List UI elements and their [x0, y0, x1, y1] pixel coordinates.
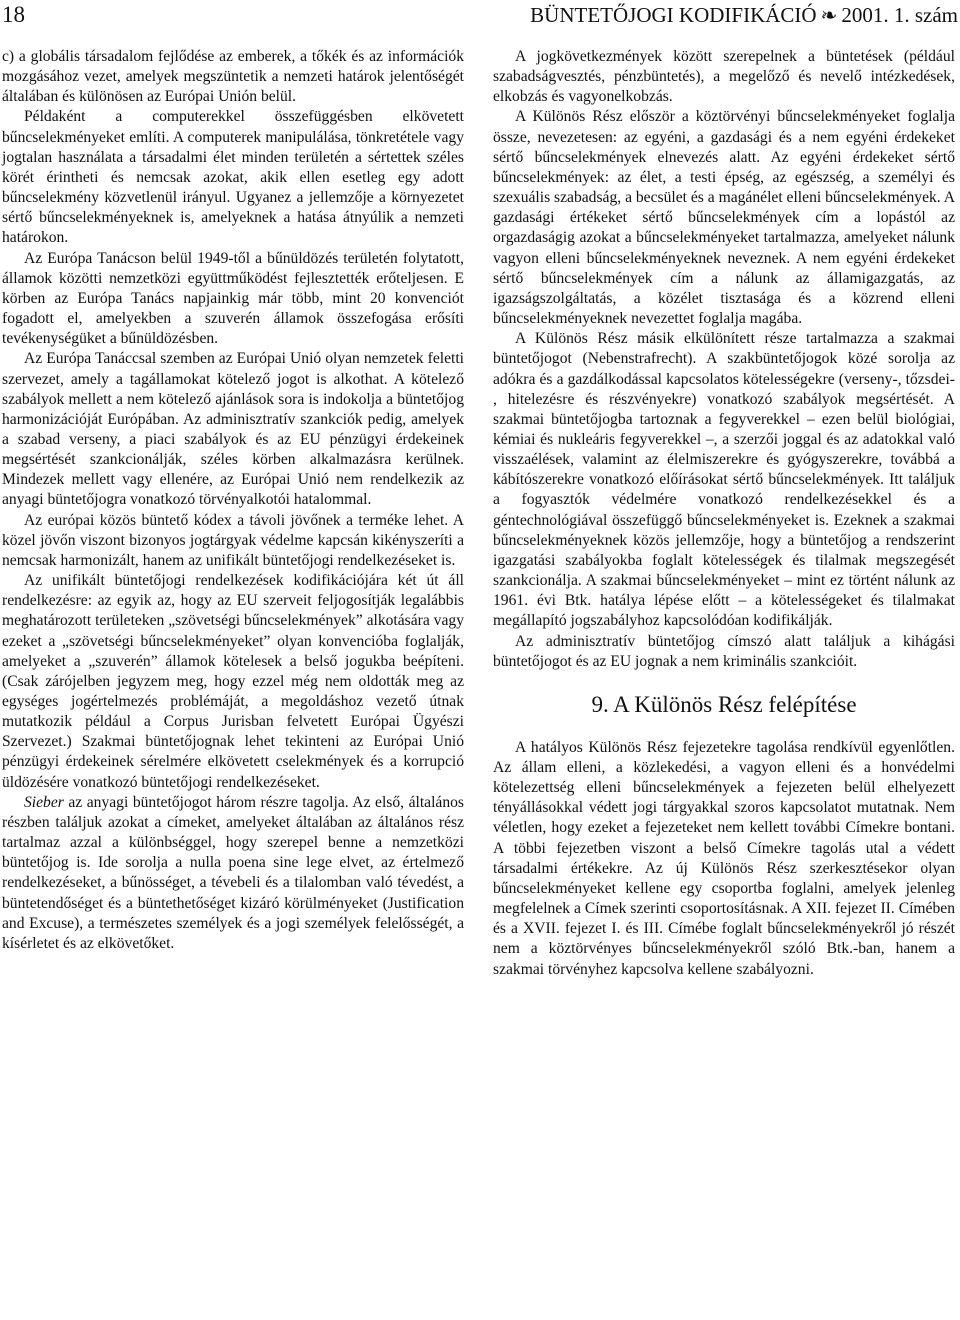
paragraph: A jogkövetkezmények között szerepelnek a büntetések (például szabadságvesztés, pénzbüntetés), a megelőző és nevelő intézkedések, elkobzás és vagyonelkobzás.: [493, 48, 955, 106]
paragraph: Az Európa Tanáccsal szemben az Európai Unió olyan nemzetek feletti szervezet, amely a tagállamokat kötelező jogot is alkothat. A kötelező szabályok mellett a nem kötelező ajánlások sora is indokolja a büntetőjog harmonizációját Európában. Az adminisztratív szankciók pedig, amelyek a szabad verseny, a piaci szabályok és az EU pénzügyi érdekeinek megsértését szankcionálják, széles körben alkalmazásra kerülnek. Mindezek mellett vagy ellenére, az Európai Unió nem rendelkezik az anyagi büntetőjogra vonatkozó törvényalkotói hatalommal.: [2, 350, 464, 509]
paragraph: A Különös Rész másik elkülönített része tartalmazza a szakmai büntetőjogot (Nebenstrafrecht). A szakbüntetőjogok közé sorolja az adókra és a gazdálkodással kapcsolatos kötelességekre (verseny-, tőzsdei- , hitelezésre és részvényekre) vonatkozó szabályok megsértését. A szakmai büntetőjogba tartoznak a fegyverekkel – ezen belül biológiai, kémiai és nukleáris fegyverekkel –, a szerzői joggal és az adatokkal való visszaélések, valamint az élelmiszerekre és gyógyszerekre, továbbá a kábítószerekre vonatkozó előírásokat sértő bűncselekmények. Itt találjuk a fogyasztók védelmére vonatkozó rendelkezésekkel és a géntechnológiával összefüggő bűncselekményeket is. Ezeknek a szakmai bűncselekményeknek közös jellemzője, hogy a büntetőjog a rendszerint igazgatási szabályokba foglalt kötelességek és tilalmak megszegését szankcionálja. A szakmai bűncselekményeket – mint ez történt nálunk az 1961. évi Btk. hatálya lépése előtt – a kötelességeket és tilalmakat megállapító jogszabályhoz kapcsolódóan kodifikálják.: [493, 330, 955, 630]
paragraph: c) a globális társadalom fejlődése az emberek, a tőkék és az információk mozgásához vezet, amelyek megszüntetik a nemzeti határok jelentőségét általában és különösen az Európai Unión belül.: [2, 48, 464, 106]
page-number: 18: [2, 2, 25, 27]
paragraph-text: az anyagi büntetőjogot három részre tagolja. Az első, általános részben találjuk azokat a címeket, amelyeket általában az általános rész tartalmaz azzal a különbséggel, hogy szerepel benne a nemzetközi büntetőjog is. Ide sorolja a nulla poena sine lege elvet, az értelmező rendelkezéseket, a bűnösséget, a tévebeli és a tilalomban való tévedést, a büntetendőséget és a büntethetőséget kizáró körülményeket (Justification and Excuse), a természetes személyek és a jogi személyek felelősségét, a kísérletet és az elkövetőket.: [2, 793, 464, 952]
journal-title: BÜNTETŐJOGI KODIFIKÁCIÓ: [530, 3, 817, 27]
paragraph: A hatályos Különös Rész fejezetekre tagolása rendkívül egyenlőtlen. Az állam elleni, a közlekedési, a vagyon elleni és a honvédelmi kötelezettség elleni bűncselekmények a fejezeten belül elhelyezett tényállásokkal védett jogi tárgyakkal szoros kapcsolatot mutatnak. Nem véletlen, hogy ezeket a fejezeteket nem kellett további Címekre bontani. A többi fejezetben viszont a belső Címekre tagolás utal a védett társadalmi értékekre. Az új Különös Rész szerkesztésekor olyan bűncselekményeket kellene egy csoportba foglalni, amelyek jelenleg megfelelnek a Címek szerinti csoportosításnak. A XII. fejezet II. Címében és a XVII. fejezet I. és III. Címébe foglalt bűncselekményekről jó részét nem a köztörvényes bűncselekményekről szóló Btk.-ban, hanem a szakmai törvényhez kapcsolva kellene szabályozni.: [493, 738, 955, 978]
author-name: Sieber: [24, 793, 64, 811]
paragraph: [2, 793, 464, 954]
issue-label: 2001. 1. szám: [841, 3, 958, 27]
left-column: [2, 47, 464, 954]
paragraph: Az unifikált büntetőjogi rendelkezések kodifikációjára két út áll rendelkezésre: az egyik az, hogy az EU szerveit feljogosítják legalábbis meghatározott területeken „szövetségi bűncselekmények” alkotására vagy ezeket a „szövetségi bűncselekményeket” olyan konvencióba foglalják, amelyeket a „szuverén” államok kötelesek a belső jogukba beépíteni. (Csak zárójelben jegyzem meg, hogy ezzel még nem oldották meg az egységes jogértelmezés problémáját, a megoldáshoz vezető útnak mutatkozik például a Corpus Jurisban felvetett Európai Ügyészi Szervezet.) Szakmai büntetőjognak lehet tekinteni az Európai Unió pénzügyi érdekeinek sérelmére elkövetett cselekmények és a korrupció üldözésére vonatkozó büntetőjogi rendelkezéseket.: [2, 572, 464, 791]
paragraph: Az Európa Tanácson belül 1949-től a bűnüldözés területén folytatott, államok közötti nemzetközi együttműködést fejlesztették erőteljesen. E körben az Európa Tanács napjainkig már több, mint 20 konvenciót fogadott el, amelyekben a szuverén államok összefogása erősíti tevékenységüket a bűnüldözésben.: [2, 249, 464, 348]
page-header: [0, 0, 960, 32]
paragraph: Az európai közös büntető kódex a távoli jövőnek a terméke lehet. A közel jövőn viszont bizonyos jogtárgyak védelme kapcsán kikényszeríti a nemcsak harmonizált, hanem az unifikált büntetőjogi rendelkezéseket is.: [2, 511, 464, 569]
section-heading: 9. A Különös Rész felépítése: [591, 691, 857, 717]
running-head: [530, 0, 958, 31]
paragraph: Az adminisztratív büntetőjog címszó alatt találjuk a kihágási büntetőjogot és az EU jognak a nem kriminális szankcióit.: [493, 632, 955, 670]
feather-ornament-icon: ❧: [820, 5, 838, 27]
paragraph: A Különös Rész először a köztörvényi bűncselekményeket foglalja össze, nevezetesen: az egyéni, a gazdasági és a nem egyéni érdekeket sértő bűncselekmények elnevezés alatt. Az egyéni érdekeket sértő bűncselekmények: az élet, a testi épség, az egészség, a személyi és szexuális szabadság, a becsület és a magánélet elleni bűncselekmények. A gazdasági értékeket sértő bűncselekmények cím a lopástól az orgazdaságig azokat a bűncselekményeket tartalmazza, amelyeket nálunk vagyon elleni bűncselekményeknek neveznek. A nem egyéni érdekeket sértő bűncselekmények cím a nálunk az államigazgatás, az igazságszolgáltatás, a közélet tisztasága és a közrend elleni bűncselekményeknek nevezettet foglalja magába.: [493, 108, 956, 328]
paragraph: Példaként a computerekkel összefüggésben elkövetett bűncselekményeket említi. A computerek manipulálása, tönkretétele vagy jogtalan használata a társadalmi élet minden területén a sértettek széles körét érintheti és nemcsak azokat, akik ellen esetleg egy adott bűncselekmény közvetlenül irányul. Ugyanez a jellemzője a környezetet sértő bűncselekményeknek is, amelyeknek a hatása átnyúlik a nemzeti határokon.: [2, 108, 464, 247]
right-column: [493, 47, 955, 980]
